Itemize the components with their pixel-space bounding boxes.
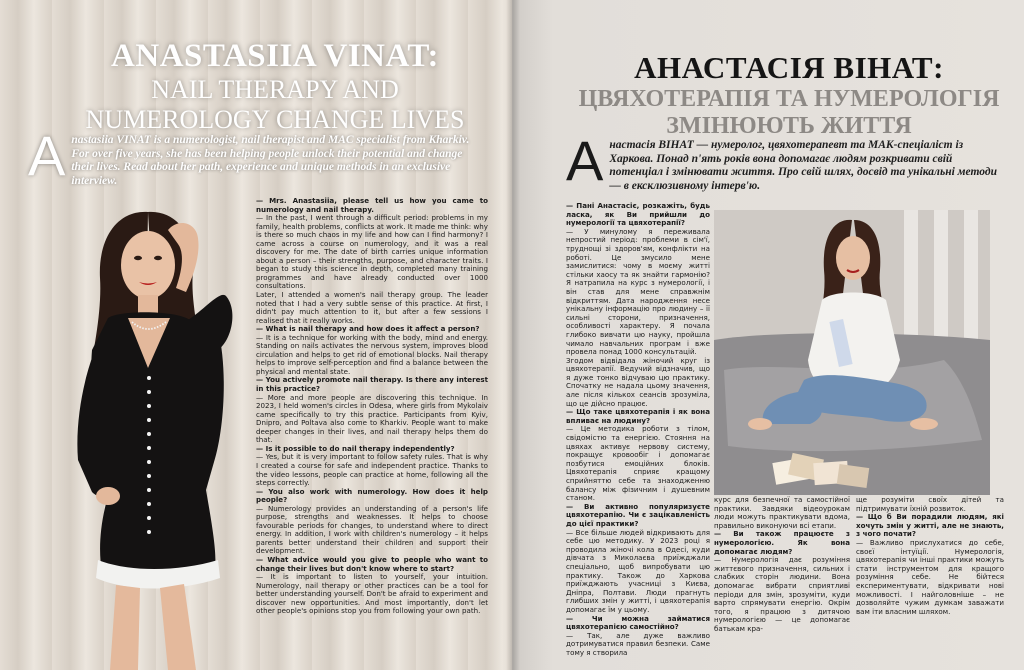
interview-question: — What is nail therapy and how does it affect a person? [256,324,480,334]
interview-answer: — Нумерологія дає розуміння життєвого призначення, сильних і слабких сторін людини. Вона допомагає вибрати сприятливі періоди для змін, зрозуміти, куди варто спрямувати енергію. Окрім того, я працюю з дитячою нумерологією — це допомагає батькам кра- [714,555,850,633]
interview-question: — Mrs. Anastasiia, please tell us how you came to numerology and nail therapy. [256,196,488,214]
interview-answer: — It is important to listen to yourself, your intuition. Numerology, nail therapy or other practices can be a tool for better understanding yourself. Don't be afraid to experiment and discover new opportunities. And most importantly, don't let other people's opinions stop you from following your own path. [256,572,488,616]
interview-question: — Ви також працюєте з нумерологією. Як вона допомагає людям? [714,529,850,556]
interview-question: — Що б Ви порадили людям, які хочуть змін у житті, але не знають, з чого почати? [856,512,1004,539]
interview-question: — Ви активно популяризуєте цвяхотерапію. Чи є зацікавленість до цієї практики? [566,501,710,528]
right-title-block [574,50,1004,140]
right-dropcap: А [566,129,604,192]
interview-answer: Згодом відвідала жіночий круг із цвяхотерапії. Ведучий відзначив, що я дуже тонко відчуваю цю практику. Спочатку не надала цьому значення, але після кількох сеансів зрозуміла, що це дійсно працює. [566,355,710,408]
right-subtitle-line1: ЦВЯХОТЕРАПІЯ ТА НУМЕРОЛОГІЯ [578,86,1000,112]
interview-answer: — Так, але дуже важливо дотримуватися правил безпеки. Саме тому я створила [566,630,710,657]
interview-answer: — Yes, but it is very important to follow safety rules. That is why I created a course for safe and independent practice. Thanks to the video lessons, people can practice at home, following all the steps correctly. [256,452,488,488]
right-title: АНАСТАСІЯ ВІНАТ: [634,50,944,85]
interview-answer: Later, I attended a women's nail therapy group. The leader noted that I had a very subtle sense of this practice. At first, I didn't pay much attention to it, but after a few sessions I realised that it really works. [256,290,488,325]
interview-answer: — Важливо прислухатися до себе, своєї інтуїції. Нумерологія, цвяхотерапія чи інші практики можуть стати інструментом для кращого розуміння себе. Не бійтеся експериментувати, відкривати нові можливості. І найголовніше – не дозволяйте чужим думкам заважати вам іти власним шляхом. [856,537,1004,616]
left-intro [28,124,470,188]
interview-answer: — Це методика роботи з тілом, свідомістю та енергією. Стояння на цвяхах активує нервову систему, покращує кровообіг і допомагає позбутися емоційних блоків. Цвяхотерапія сприяє кращому сприйняттю себе та знаходженню балансу між фізичним і душевним станом. [566,424,710,503]
left-dropcap: A [28,124,66,187]
interview-answer: ще розуміти своїх дітей та підтримувати їхній розвиток. [856,495,1004,513]
left-title-block [60,38,490,135]
right-article-column-2 [714,496,850,634]
interview-question: — You actively promote nail therapy. Is there any interest in this practice? [256,375,488,394]
left-intro-text: nastasiia VINAT is a numerologist, nail therapist and MAC specialist from Kharkiv. For over five years, she has been helping people unlock their potential and change their lives. Read about her path, experience and unique methods in an exclusive interview. [71,134,470,187]
right-intro-text: настасія ВІНАТ — нумеролог, цвяхотерапевт та МАК-спеціаліст із Харкова. Понад п'ять років вона допомагає людям розкривати свій потенціал і змінювати життя. Про свій шлях, досвід та унікальні методи — в ексклюзивному інтерв'ю. [609,139,997,192]
interview-answer: — In the past, I went through a difficult period: problems in my family, health problems, conflicts at work. It made me think: why is there so much chaos in my life and how can I find harmony? I came across a course on numerology, and it was a real discovery for me. The date of birth carries unique information about a person – their strengths, purpose, and character traits. I began to study this science in depth, completed many training programmes and have already conducted over 1000 consultations. [256,213,488,291]
interview-question: — Пані Анастасіє, розкажіть, будь ласка, як Ви прийшли до нумерології та цвяхотерапії? [566,201,710,228]
left-portrait-photo [28,200,258,670]
interview-answer: — Numerology provides an understanding of a person's life purpose, strengths and weaknesses. It helps to choose favourable periods for changes, to understand where to direct energy. In addition, I work with children's numerology – it helps parents better understand their children and support their development. [256,503,488,556]
right-article-column-1 [566,202,710,657]
left-subtitle-line2: NUMEROLOGY CHANGE LIVES [85,105,465,134]
left-subtitle-line1: NAIL THERAPY AND [151,75,399,104]
interview-question: — Чи можна займатися цвяхотерапією самостійно? [566,613,710,632]
right-seated-photo [714,210,990,495]
interview-answer: курс для безпечної та самостійної практики. Завдяки відеоурокам люди можуть практикувати вдома, правильно виконуючи всі етапи. [714,495,850,530]
right-article-column-3 [856,496,1004,616]
interview-answer: — У минулому я переживала непростий період: проблеми в сім'ї, труднощі зі здоров'ям, конфлікти на роботі. Це змусило мене замислитися: чому в моєму житті стільки хаосу та як знайти гармонію? Я натрапила на курс з нумерології, і він став для мене справжнім відкриттям. Дата народження несе унікальну інформацію про людину – її сильні сторони, призначення, особливості характеру. Я почала глибоко вивчати цю науку, пройшла чимало навчальних програм і вже провела понад 1000 консультацій. [566,226,710,357]
interview-answer: — It is a technique for working with the body, mind and energy. Standing on nails activates the nervous system, improves blood circulation and helps to get rid of emotional blocks. Nail therapy helps to improve self-perception and find a balance between the physical and mental state. [256,332,488,376]
interview-question: — What advice would you give to people who want to change their lives but don't know where to start? [256,554,488,573]
left-title: ANASTASIIA VINAT: [111,38,439,74]
interview-question: — Is it possible to do nail therapy independently? [256,443,455,453]
interview-question: — You also work with numerology. How does it help people? [256,486,488,505]
right-subtitle-line2: ЗМІНЮЮТЬ ЖИТТЯ [666,113,912,139]
right-intro [566,129,1004,193]
left-article-body [256,197,488,616]
interview-question: — Що таке цвяхотерапія і як вона впливає на людину? [566,407,710,425]
interview-answer: — More and more people are discovering this technique. In 2023, I held women's circles in Odesa, where girls from Mykolaiv came specifically to try this practice. Participants from Kyiv, Dnipro, and Poltava also come to Kharkiv. People want to make deeper changes in their lives, and nail therapy helps them do that. [256,392,488,445]
page-gutter [506,0,520,670]
interview-answer: — Все більше людей відкривають для себе цю методику. У 2023 році я проводила жіночі кола в Одесі, куди дівчата з Миколаєва приїжджали спеціально, щоб випробувати цю практику. Також до Харкова приїжджають учасниці з Києва, Дніпра, Полтави. Люди прагнуть глибших змін у житті, і цвяхотерапія допомагає їм у цьому. [566,527,710,614]
